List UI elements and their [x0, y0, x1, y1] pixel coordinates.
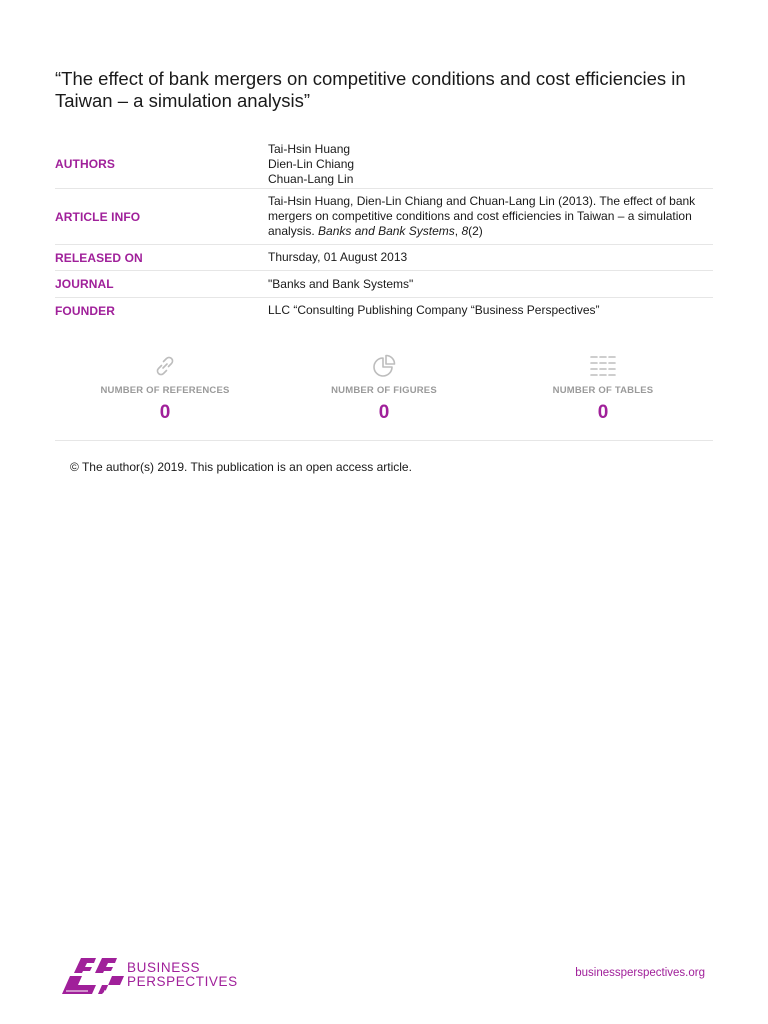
founder-label: FOUNDER — [55, 303, 116, 318]
founder-name: LLC “Consulting Publishing Company “Business Perspectives” — [268, 303, 600, 317]
pie-chart-icon — [370, 352, 398, 380]
logo-wordmark — [127, 961, 238, 989]
journal-row — [55, 271, 713, 298]
table-icon — [589, 352, 617, 380]
citation-text: Tai-Hsin Huang, Dien-Lin Chiang and Chuan-Lang Lin (2013). The effect of bank mergers on competitive conditions and cost efficiencies in Taiwan – a simulation analysis. — [268, 194, 696, 238]
logo-line-2: PERSPECTIVES — [127, 974, 238, 989]
article-citation — [268, 192, 713, 241]
article-title: “The effect of bank mergers on competitive conditions and cost efficiencies in Taiwan – a simulation analysis” — [55, 68, 686, 111]
references-label: NUMBER OF REFERENCES — [100, 385, 230, 396]
authors-list — [268, 140, 713, 189]
business-perspectives-logo-icon — [62, 956, 124, 994]
article-stats — [55, 350, 713, 441]
citation-comma: , — [454, 224, 462, 238]
figures-count: 0 — [378, 402, 390, 423]
license-notice: © The author(s) 2019. This publication is an open access article. — [70, 460, 412, 474]
tables-label: NUMBER OF TABLES — [552, 385, 654, 396]
tables-count: 0 — [597, 402, 609, 423]
website-link[interactable]: businessperspectives.org — [575, 967, 705, 979]
authors-label: AUTHORS — [55, 157, 116, 171]
publisher-logo — [62, 956, 238, 994]
author-name: Tai-Hsin Huang — [268, 141, 351, 156]
references-count: 0 — [159, 402, 171, 423]
references-stat — [55, 350, 275, 424]
journal-label: JOURNAL — [55, 277, 114, 291]
link-icon — [151, 352, 179, 380]
article-info-label: ARTICLE INFO — [55, 209, 141, 224]
founder-row — [55, 298, 713, 323]
article-info-table — [55, 140, 713, 323]
released-label: RELEASED ON — [55, 250, 143, 265]
journal-name: "Banks and Bank Systems" — [268, 276, 414, 291]
released-row — [55, 245, 713, 271]
figures-label: NUMBER OF FIGURES — [331, 385, 437, 396]
tables-stat — [493, 350, 713, 424]
article-info-row — [55, 189, 713, 245]
author-name: Chuan-Lang Lin — [268, 171, 354, 186]
author-name: Dien-Lin Chiang — [268, 156, 355, 171]
citation-journal: Banks and Bank Systems — [318, 224, 455, 238]
citation-issue: (2) — [468, 224, 483, 238]
figures-stat — [274, 350, 494, 424]
citation-volume: 8 — [461, 224, 469, 238]
authors-row — [55, 140, 713, 189]
released-date: Thursday, 01 August 2013 — [268, 250, 408, 264]
logo-line-1: BUSINESS — [127, 960, 201, 975]
